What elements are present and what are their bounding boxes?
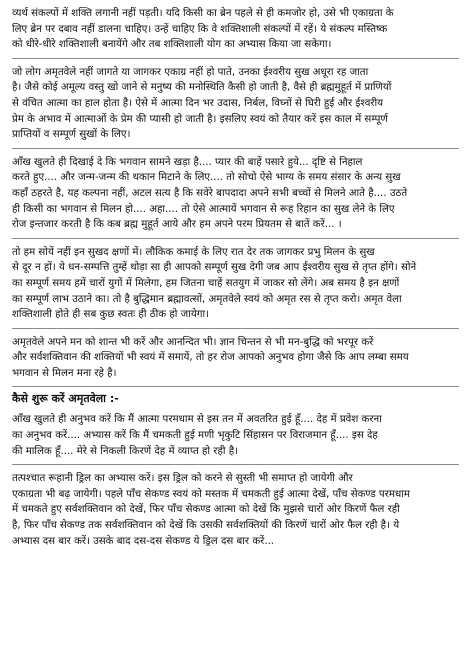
- text-line: ही किसी का भगवान से मिलन हो.... अहा.... तो ऐसे आत्मायें भगवान से रूह रिहान का सुख लेने के लिए: [12, 203, 395, 215]
- paragraph-1: [12, 4, 459, 59]
- text-line: तो हम सोयें नहीं इन सुखद क्षणों में। लौकिक कमाई के लिए रात देर तक जागकर प्रभु मिलन के सुख: [12, 246, 375, 258]
- text-line: लिए ब्रेन पर दबाव नहीं डालना चाहिए। उन्हें चाहिए कि वे शक्तिशाली संकल्पों में रहें। ये संकल्प मस्तिष्क: [12, 23, 388, 35]
- text-line: को धीरे-धीरे शक्तिशाली बनायेंगे और तब शक्तिशाली योग का अभ्यास किया जा सकेगा।: [12, 39, 332, 51]
- text-line: अभ्यास दस बार करें। उसके बाद दस-दस सेकण्ड ये ड्रिल दस बार करें...: [12, 535, 275, 547]
- text-line: का अनुभव करें.... अभ्यास करें कि मैं चमकती हुई मणी भृकुटि सिंहासन पर विराजमान हूँ.... इस देह: [12, 430, 378, 442]
- paragraph-2: [12, 63, 459, 149]
- text-line: शक्तिशाली होते ही सब कुछ स्वतः ही ठीक हो जायेगा।: [12, 309, 209, 321]
- paragraph-6: [12, 410, 459, 465]
- text-line: अमृतवेले अपने मन को शान्त भी करें और आनन्दित भी। ज्ञान चिन्तन से भी मन-बुद्धि को भरपूर करें: [12, 336, 374, 348]
- paragraph-5: [12, 333, 459, 388]
- text-line: रोज इन्तजार करती है कि कब ब्रह्म मुहूर्त आये और हम अपने परम प्रियतम से बातें करें... ।: [12, 219, 342, 231]
- text-line: से वंचित आत्मा का हाल होता है। ऐसे में आत्मा दिन भर उदास, निर्बल, विघ्नों से घिरी हुई और ईश्वरीय: [12, 97, 384, 109]
- text-line: व्यर्थ संकल्पों में शक्ति लगानी नहीं पड़ती। यदि किसी का ब्रेन पहले से ही कमजोर हो, उसे भी एकाग्रता के: [12, 8, 394, 19]
- text-line: की मालिक हूँ.... मेरे से निकली किरणें देह में व्याप्त हो रही है।: [12, 445, 239, 457]
- text-line: प्रेम के अभाव में आत्माओं के प्रेम की प्यासी हो जाती है। इसलिए स्वयं को तैयार करें इस काल में सम्पूर्ण: [12, 113, 388, 125]
- text-line: कहाँ ठहरते है, यह कल्पना नहीं, अटल सत्य है कि सवेरे बापदादा अपने सभी बच्चों से मिलने आते है.... उठते: [12, 187, 408, 199]
- text-line: है। जैसे कोई अमूल्य वस्तु खो जाने से मनुष्य की मनोस्थिति कैसी हो जाती है, वैसे ही ब्रह्ममुहूर्त में प्राणियों: [12, 82, 392, 94]
- section-heading: कैसे शुरू करें अमृतवेला :-: [12, 392, 119, 406]
- text-line: से दूर न हों। ये धन-सम्पत्ति तुम्हें थोड़ा सा ही आपको सम्पूर्ण सुख देगी जब आप ईश्वरीय सुख से तृप्त होंगे। सोने: [12, 262, 417, 274]
- text-line: प्राप्तियों व सम्पूर्ण सुखों के लिए।: [12, 129, 131, 141]
- paragraph-7: [12, 469, 459, 554]
- paragraph-3: [12, 153, 459, 239]
- text-line: है, फिर पाँच सेकण्ड तक सर्वशक्तिवान को देखें कि उसकी सर्वशक्तियों की किरणें चारों ओर फैल रही है। ये: [12, 520, 400, 532]
- text-line: करते हुए.... और जन्म-जन्म की थकान मिटाने के लिए.... तो सोचो ऐसे भाग्य के समय संसार के अन्य सुख: [12, 172, 401, 184]
- text-line: तत्पश्चात रूहानी ड्रिल का अभ्यास करें। इस ड्रिल को करने से सुस्ती भी समाप्त हो जायेगी और: [12, 473, 353, 485]
- text-line: एकाग्रता भी बढ़ जायेगी। पहले पाँच सेकण्ड स्वयं को मस्तक में चमकती हुई आत्मा देखें, पाँच सेकण्ड परमधाम: [12, 488, 410, 500]
- text-line: में चमकते हुए सर्वशक्तिवान को देखें, फिर पाँच सेकण्ड आत्मा को देखें कि मुझसे चारों ओर किरणें फैल रही: [12, 504, 400, 516]
- text-line: भगवान से मिलन मना रहे है।: [12, 367, 117, 379]
- text-line: आँख खुलते ही अनुभव करें कि मैं आत्मा परमधाम से इस तन में अवतरित हुई हूँ.... देह में प्रवेश करना: [12, 414, 382, 426]
- text-line: का सम्पूर्ण लाभ उठाने का। तो है बुद्धिमान ब्रह्मावत्सों, अमृतवेले स्वयं को अमृत रस से तृप्त करो। अमृत वेला: [12, 293, 402, 305]
- text-line: और सर्वशक्तिवान की शक्तियों भी स्वयं में समायें, तो हर रोज आपको अनुभव होगा जैसे कि आप लम्बा समय: [12, 352, 409, 364]
- text-line: आँख खुलते ही दिखाई दे कि भगवान सामने खड़ा है.... प्यार की बाहें पसारे हुये... दृष्टि से निहाल: [12, 156, 363, 168]
- paragraph-4: [12, 243, 459, 329]
- text-line: जो लोग अमृतवेले नहीं जागते या जागकर एकाग्र नहीं हो पाते, उनका ईश्वरीय सुख अधूरा रह जाता: [12, 66, 369, 78]
- text-line: का सम्पूर्ण समय हमें चारों युगों में मिलेगा, हम जितना चाहें सतयुग में जाकर सो लेंगे। अब समय है इन क्षणों: [12, 277, 400, 289]
